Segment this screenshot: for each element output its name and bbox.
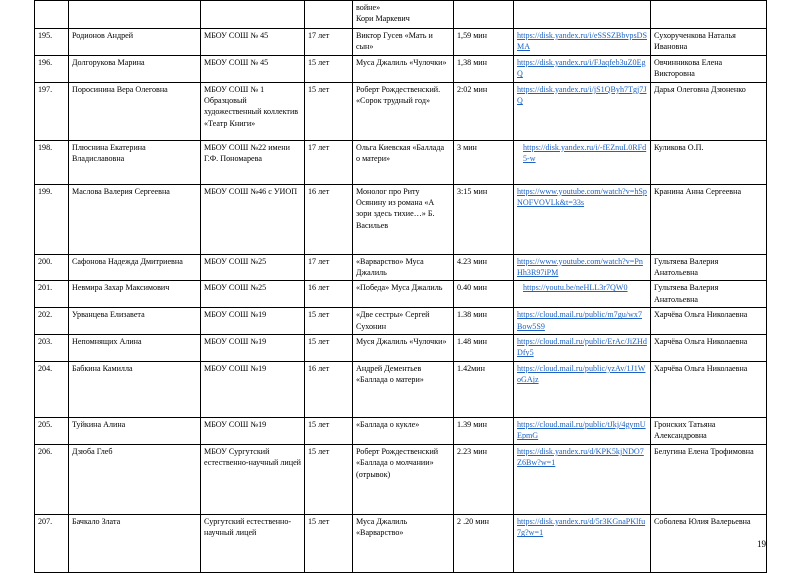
table-row (35, 335, 767, 362)
table-row (35, 417, 767, 444)
cell-name: Бабкина Камилла (69, 361, 201, 417)
cell-age: 16 лет (305, 281, 353, 308)
cell-link[interactable] (514, 361, 651, 417)
cell-age: 16 лет (305, 184, 353, 254)
link-url[interactable]: https://disk.yandex.ru/d/5r3KGnaPKlfu7g?w=1 (517, 516, 646, 538)
cell-number: 198. (35, 140, 69, 184)
cell-teacher (651, 1, 767, 29)
cell-work: Андрей Дементьев «Баллада о матери» (353, 361, 454, 417)
link-url[interactable]: https://www.youtube.com/watch?v=PnHh3R97iPM (517, 256, 643, 278)
cell-name: Невмира Захар Максимович (69, 281, 201, 308)
cell-age: 15 лет (305, 308, 353, 335)
cell-duration: 3 мин (454, 140, 514, 184)
cell-number: 195. (35, 29, 69, 56)
cell-school: МБОУ Сургутский естественно-научный лицей (201, 444, 305, 514)
table-row (35, 444, 767, 514)
cell-name: Туйкина Алина (69, 417, 201, 444)
cell-name: Поросинина Вера Олеговна (69, 82, 201, 140)
cell-work: Роберт Рождественский «Баллада о молчании» (отрывок) (353, 444, 454, 514)
cell-work: Роберт Рождественский. «Сорок трудный год» (353, 82, 454, 140)
link-url[interactable]: https://disk.yandex.ru/i/FJaqfeb3uZ0EgQ (517, 57, 646, 79)
cell-duration: 3:15 мин (454, 184, 514, 254)
cell-age: 15 лет (305, 82, 353, 140)
cell-work (353, 1, 454, 29)
link-url[interactable]: https://cloud.mail.ru/public/tJkj/4gymUEpmG (517, 419, 646, 441)
cell-age (305, 1, 353, 29)
cell-work: Муса Джалиль «Чулочки» (353, 55, 454, 82)
cell-name (69, 1, 201, 29)
cell-number: 196. (35, 55, 69, 82)
cell-age: 16 лет (305, 361, 353, 417)
cell-age: 15 лет (305, 55, 353, 82)
link-url[interactable]: https://disk.yandex.ru/i/-fEZnuL0RFd5-w (523, 142, 647, 164)
cell-link[interactable] (514, 140, 651, 184)
cell-link[interactable] (514, 417, 651, 444)
cell-teacher: Соболева Юлия Валерьевна (651, 514, 767, 572)
cell-number: 205. (35, 417, 69, 444)
cell-number: 201. (35, 281, 69, 308)
cell-name: Бачкало Злата (69, 514, 201, 572)
cell-duration: 2:02 мин (454, 82, 514, 140)
cell-teacher: Гультяева Валерия Анатольевна (651, 254, 767, 281)
table-row (35, 55, 767, 82)
cell-teacher: Гронских Татьяна Александровна (651, 417, 767, 444)
cell-teacher: Харчёва Ольга Николаевна (651, 361, 767, 417)
cell-link[interactable] (514, 82, 651, 140)
cell-school: МБОУ СОШ №19 (201, 308, 305, 335)
cell-school: МБОУ СОШ №19 (201, 417, 305, 444)
table-row (35, 82, 767, 140)
cell-link[interactable] (514, 308, 651, 335)
link-url[interactable]: https://cloud.mail.ru/public/m7gu/wx7Bow5S9 (517, 310, 642, 331)
cell-name: Сафонова Надежда Дмитриевна (69, 254, 201, 281)
cell-link[interactable] (514, 444, 651, 514)
cell-teacher: Овчинникова Елена Викторовна (651, 55, 767, 82)
work-line: Кори Маркевич (356, 14, 410, 24)
cell-number (35, 1, 69, 29)
cell-age: 15 лет (305, 514, 353, 572)
cell-link[interactable] (514, 254, 651, 281)
cell-link[interactable] (514, 184, 651, 254)
cell-duration: 1.42мин (454, 361, 514, 417)
cell-name: Плюснина Екатерина Владиславовна (69, 140, 201, 184)
cell-duration: 1,38 мин (454, 55, 514, 82)
cell-work: «Баллада о кукле» (353, 417, 454, 444)
cell-teacher: Куликова О.П. (651, 140, 767, 184)
cell-name: Непомнящих Алина (69, 335, 201, 362)
cell-number: 206. (35, 444, 69, 514)
table-row-continued (35, 1, 767, 29)
cell-work: «Победа» Муса Джалиль (353, 281, 454, 308)
cell-age: 17 лет (305, 29, 353, 56)
cell-school: МБОУ СОШ № 1 Образцовый художественный коллектив «Театр Книги» (201, 82, 305, 140)
link-url[interactable]: https://disk.yandex.ru/i/jS1QByh7Tgj7JQ (517, 84, 647, 106)
cell-number: 200. (35, 254, 69, 281)
cell-duration: 2 .20 мин (454, 514, 514, 572)
table-row (35, 308, 767, 335)
cell-number: 207. (35, 514, 69, 572)
cell-school: МБОУ СОШ №22 имени Г.Ф. Пономарева (201, 140, 305, 184)
cell-school: МБОУ СОШ №46 с УИОП (201, 184, 305, 254)
cell-age: 17 лет (305, 140, 353, 184)
cell-name: Урванцева Елизавета (69, 308, 201, 335)
cell-teacher: Кранина Анна Сергеевна (651, 184, 767, 254)
cell-number: 202. (35, 308, 69, 335)
cell-link[interactable] (514, 55, 651, 82)
cell-teacher: Сухорученкова Наталья Ивановна (651, 29, 767, 56)
cell-duration: 1.48 мин (454, 335, 514, 362)
cell-name: Маслова Валерия Сергеевна (69, 184, 201, 254)
participants-table (34, 0, 767, 573)
cell-link[interactable] (514, 514, 651, 572)
cell-teacher: Харчёва Ольга Николаевна (651, 308, 767, 335)
cell-name: Дзюба Глеб (69, 444, 201, 514)
cell-number: 199. (35, 184, 69, 254)
table-row (35, 29, 767, 56)
table-row (35, 184, 767, 254)
cell-duration: 4.23 мин (454, 254, 514, 281)
cell-teacher: Белугина Елена Трофимовна (651, 444, 767, 514)
cell-name: Долгорукова Марина (69, 55, 201, 82)
cell-duration (454, 1, 514, 29)
cell-work: «Варварство» Муса Джалиль (353, 254, 454, 281)
table-row (35, 140, 767, 184)
cell-number: 204. (35, 361, 69, 417)
link-url[interactable]: https://www.youtube.com/watch?v=hSpNOFVOVLk&t=33s (517, 186, 647, 208)
table-row (35, 281, 767, 308)
cell-duration: 2.23 мин (454, 444, 514, 514)
cell-number: 197. (35, 82, 69, 140)
cell-work: Муса Джалиль «Варварство» (353, 514, 454, 572)
cell-duration: 1.38 мин (454, 308, 514, 335)
cell-school: МБОУ СОШ №25 (201, 281, 305, 308)
cell-work: Ольга Киевская «Баллада о матери» (353, 140, 454, 184)
cell-school: МБОУ СОШ №19 (201, 361, 305, 417)
table-body (35, 1, 767, 573)
cell-work: Монолог про Риту Осянину из романа «А зори здесь тихие…» Б. Васильев (353, 184, 454, 254)
cell-name: Родионов Андрей (69, 29, 201, 56)
table-row (35, 361, 767, 417)
cell-school: МБОУ СОШ № 45 (201, 55, 305, 82)
cell-link[interactable] (514, 281, 651, 308)
link-url[interactable]: https://disk.yandex.ru/d/KPK5kjNDO7Z6Bw?w=1 (517, 446, 644, 468)
cell-school: МБОУ СОШ №19 (201, 335, 305, 362)
cell-age: 15 лет (305, 335, 353, 362)
cell-work: Виктор Гусев «Мать и сын» (353, 29, 454, 56)
cell-teacher: Харчёва Ольга Николаевна (651, 335, 767, 362)
cell-duration: 0.40 мин (454, 281, 514, 308)
cell-age: 15 лет (305, 417, 353, 444)
link-url[interactable]: https://cloud.mail.ru/public/yzAv/1J1WoGAjz (517, 363, 646, 385)
cell-school: Сургутский естественно-научный лицей (201, 514, 305, 572)
table-row (35, 254, 767, 281)
cell-age: 17 лет (305, 254, 353, 281)
cell-duration: 1,59 мин (454, 29, 514, 56)
link-url[interactable]: https://disk.yandex.ru/i/eSSSZBbvpsDSMA (517, 31, 647, 52)
cell-number: 203. (35, 335, 69, 362)
table-row (35, 514, 767, 572)
page-number: 19 (757, 539, 766, 549)
cell-link (514, 1, 651, 29)
cell-link[interactable] (514, 29, 651, 56)
work-line: войне» (356, 3, 381, 12)
cell-school (201, 1, 305, 29)
link-url[interactable]: https://cloud.mail.ru/public/ErAc/JiZHdDfy5 (517, 337, 647, 358)
cell-school: МБОУ СОШ №25 (201, 254, 305, 281)
link-url[interactable]: https://youtu.be/neHLL3r7QW0 (523, 283, 628, 293)
cell-school: МБОУ СОШ № 45 (201, 29, 305, 56)
cell-work: «Две сестры» Сергей Сухонин (353, 308, 454, 335)
cell-teacher: Гультяева Валерия Анатольевна (651, 281, 767, 308)
cell-link[interactable] (514, 335, 651, 362)
cell-teacher: Дарья Олеговна Дзюненко (651, 82, 767, 140)
cell-duration: 1.39 мин (454, 417, 514, 444)
cell-age: 15 лет (305, 444, 353, 514)
cell-work: Муся Джалиль «Чулочки» (353, 335, 454, 362)
